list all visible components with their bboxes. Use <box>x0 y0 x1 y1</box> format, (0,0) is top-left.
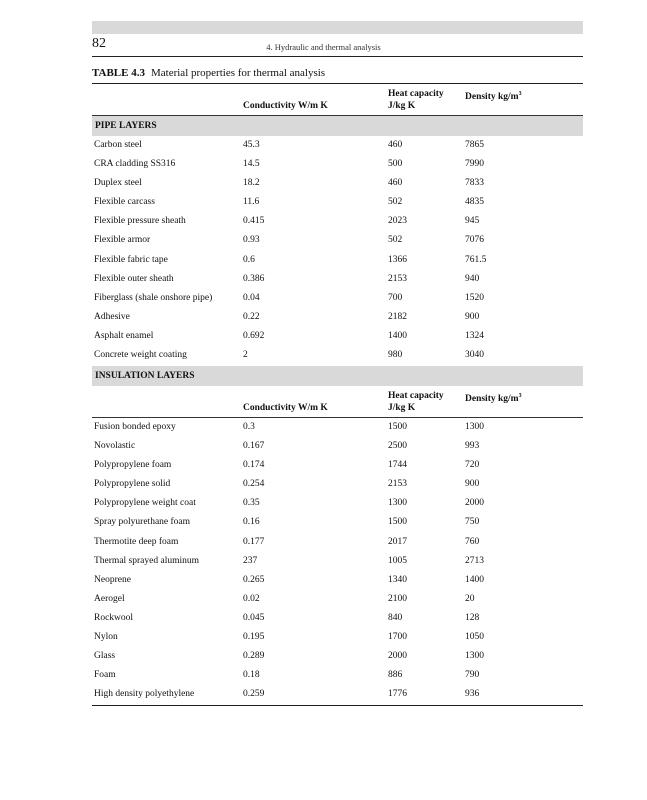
table-row <box>92 456 583 475</box>
conductivity-cell: 18.2 <box>243 178 260 189</box>
density-cell: 1050 <box>465 632 484 643</box>
table-title: Material properties for thermal analysis <box>150 67 326 79</box>
density-cell: 2713 <box>465 555 484 566</box>
conductivity-cell: 0.265 <box>243 574 265 585</box>
conductivity-cell: 0.259 <box>243 689 265 700</box>
table-row <box>92 513 583 532</box>
density-cell: 1324 <box>465 330 484 341</box>
table-row <box>92 437 583 456</box>
heat-capacity-cell: 700 <box>388 292 403 303</box>
material-name: Concrete weight coating <box>94 350 187 361</box>
heat-capacity-cell: 886 <box>388 670 403 681</box>
heat-capacity-cell: 840 <box>388 612 403 623</box>
material-name: Neoprene <box>94 574 131 585</box>
col-conductivity: Conductivity W/m K <box>243 101 328 111</box>
table-row <box>92 251 583 270</box>
density-cell: 7833 <box>465 178 484 189</box>
material-name: Polypropylene foam <box>94 460 172 471</box>
density-cell: 1300 <box>465 422 484 432</box>
table-row <box>92 418 583 437</box>
heat-capacity-cell: 2153 <box>388 273 407 284</box>
section-insulation-layers <box>92 366 583 386</box>
density-cell: 993 <box>465 441 480 452</box>
col-density-sup: 3 <box>518 91 522 97</box>
density-cell: 940 <box>465 273 480 284</box>
density-cell: 900 <box>465 479 480 490</box>
heat-capacity-cell: 2000 <box>388 651 407 662</box>
density-cell: 3040 <box>465 350 484 361</box>
conductivity-cell: 0.16 <box>243 517 260 528</box>
conductivity-cell: 0.289 <box>243 651 265 662</box>
heat-capacity-cell: 1776 <box>388 689 407 700</box>
table-row <box>92 289 583 308</box>
col-heat-capacity-line2: J/kg K <box>388 101 416 111</box>
material-name: Fusion bonded epoxy <box>94 422 176 432</box>
conductivity-cell: 11.6 <box>243 197 260 208</box>
heat-capacity-cell: 502 <box>388 235 403 246</box>
conductivity-cell: 0.04 <box>243 292 260 303</box>
section-title: PIPE LAYERS <box>95 121 157 131</box>
density-cell: 1400 <box>465 574 484 585</box>
conductivity-cell: 14.5 <box>243 159 260 170</box>
table-row <box>92 136 583 155</box>
heat-capacity-cell: 1700 <box>388 632 407 643</box>
material-name: Polypropylene solid <box>94 479 171 490</box>
conductivity-cell: 237 <box>243 555 258 566</box>
material-name: Thermal sprayed aluminum <box>94 555 199 566</box>
density-cell: 720 <box>465 460 480 471</box>
table-row <box>92 685 583 704</box>
density-cell: 4835 <box>465 197 484 208</box>
insulation-layers-rows <box>92 418 583 704</box>
heat-capacity-cell: 1500 <box>388 422 407 432</box>
density-cell: 1520 <box>465 292 484 303</box>
table-caption <box>92 67 325 79</box>
table-row <box>92 552 583 571</box>
material-name: Rockwool <box>94 612 134 623</box>
heat-capacity-cell: 2023 <box>388 216 407 227</box>
col-density <box>465 390 522 405</box>
material-name: Thermotite deep foam <box>94 536 179 547</box>
material-name: Flexible fabric tape <box>94 254 168 265</box>
col-heat-capacity-line2: J/kg K <box>388 403 416 413</box>
conductivity-cell: 0.6 <box>243 254 255 265</box>
top-decorative-bar <box>92 21 583 34</box>
conductivity-cell: 0.177 <box>243 536 265 547</box>
density-cell: 790 <box>465 670 480 681</box>
heat-capacity-cell: 980 <box>388 350 403 361</box>
material-name: Glass <box>94 651 116 662</box>
conductivity-cell: 0.415 <box>243 216 265 227</box>
col-heat-capacity-line1: Heat capacity <box>388 391 444 401</box>
material-name: Novolastic <box>94 441 136 452</box>
column-header-insulation <box>92 389 583 419</box>
material-name: Duplex steel <box>94 178 142 189</box>
col-density <box>465 88 522 103</box>
heat-capacity-cell: 2182 <box>388 311 407 322</box>
material-name: Aerogel <box>94 593 125 604</box>
header-rule <box>92 56 583 57</box>
heat-capacity-cell: 2500 <box>388 441 407 452</box>
conductivity-cell: 0.195 <box>243 632 265 643</box>
table-row <box>92 571 583 590</box>
caption-rule <box>92 83 583 84</box>
conductivity-cell: 0.174 <box>243 460 265 471</box>
material-name: Flexible outer sheath <box>94 273 174 284</box>
material-name: Polypropylene weight coat <box>94 498 196 509</box>
material-name: Fiberglass (shale onshore pipe) <box>94 292 213 303</box>
table-row <box>92 533 583 552</box>
heat-capacity-cell: 1005 <box>388 555 407 566</box>
density-cell: 7865 <box>465 140 484 150</box>
conductivity-cell: 0.167 <box>243 441 265 452</box>
heat-capacity-cell: 460 <box>388 140 403 150</box>
conductivity-cell: 0.3 <box>243 422 255 432</box>
material-name: Flexible armor <box>94 235 151 246</box>
table-row <box>92 270 583 289</box>
table-row <box>92 647 583 666</box>
table-row <box>92 475 583 494</box>
conductivity-cell: 0.692 <box>243 330 265 341</box>
col-conductivity: Conductivity W/m K <box>243 403 328 413</box>
material-name: Asphalt enamel <box>94 330 154 341</box>
conductivity-cell: 45.3 <box>243 140 260 150</box>
density-cell: 760 <box>465 536 480 547</box>
material-name: High density polyethylene <box>94 689 195 700</box>
conductivity-cell: 0.386 <box>243 273 265 284</box>
col-density-sup: 3 <box>518 393 522 399</box>
section-title: INSULATION LAYERS <box>95 371 195 381</box>
conductivity-cell: 0.18 <box>243 670 260 681</box>
heat-capacity-cell: 2017 <box>388 536 407 547</box>
heat-capacity-cell: 500 <box>388 159 403 170</box>
conductivity-cell: 0.22 <box>243 311 260 322</box>
table-row <box>92 193 583 212</box>
heat-capacity-cell: 1500 <box>388 517 407 528</box>
pipe-layers-rows <box>92 136 583 365</box>
heat-capacity-cell: 1300 <box>388 498 407 509</box>
col-density-label: Density kg/m <box>465 92 519 103</box>
table-row <box>92 327 583 346</box>
density-cell: 900 <box>465 311 480 322</box>
heat-capacity-cell: 2153 <box>388 479 407 490</box>
heat-capacity-cell: 1744 <box>388 460 407 471</box>
conductivity-cell: 0.254 <box>243 479 265 490</box>
table-row <box>92 212 583 231</box>
density-cell: 20 <box>465 593 475 604</box>
material-name: Adhesive <box>94 311 130 322</box>
table-row <box>92 609 583 628</box>
conductivity-cell: 0.02 <box>243 593 260 604</box>
column-header-pipe <box>92 87 583 117</box>
density-cell: 2000 <box>465 498 484 509</box>
table-row <box>92 628 583 647</box>
density-cell: 7990 <box>465 159 484 170</box>
density-cell: 750 <box>465 517 480 528</box>
heat-capacity-cell: 1340 <box>388 574 407 585</box>
heat-capacity-cell: 1400 <box>388 330 407 341</box>
density-cell: 1300 <box>465 651 484 662</box>
heat-capacity-cell: 502 <box>388 197 403 208</box>
table-row <box>92 308 583 327</box>
material-name: Carbon steel <box>94 140 142 150</box>
density-cell: 936 <box>465 689 480 700</box>
material-name: Spray polyurethane foam <box>94 517 191 528</box>
table-row <box>92 590 583 609</box>
table-row <box>92 231 583 250</box>
running-head: 4. Hydraulic and thermal analysis <box>266 42 381 52</box>
conductivity-cell: 2 <box>243 350 248 361</box>
col-heat-capacity <box>388 390 444 414</box>
material-name: Nylon <box>94 632 118 643</box>
table-row <box>92 346 583 365</box>
material-name: Flexible pressure sheath <box>94 216 186 227</box>
col-heat-capacity <box>388 88 444 112</box>
heat-capacity-cell: 460 <box>388 178 403 189</box>
table-row <box>92 174 583 193</box>
density-cell: 128 <box>465 612 480 623</box>
material-name: CRA cladding SS316 <box>94 159 176 170</box>
density-cell: 945 <box>465 216 480 227</box>
material-name: Foam <box>94 670 116 681</box>
conductivity-cell: 0.35 <box>243 498 260 509</box>
material-name: Flexible carcass <box>94 197 155 208</box>
table-row <box>92 666 583 685</box>
conductivity-cell: 0.93 <box>243 235 260 246</box>
density-cell: 7076 <box>465 235 484 246</box>
table-row <box>92 155 583 174</box>
table-bottom-rule <box>92 705 583 706</box>
col-density-label: Density kg/m <box>465 394 519 405</box>
table-row <box>92 494 583 513</box>
heat-capacity-cell: 2100 <box>388 593 407 604</box>
page-number: 82 <box>92 36 106 51</box>
heat-capacity-cell: 1366 <box>388 254 407 265</box>
density-cell: 761.5 <box>465 254 487 265</box>
conductivity-cell: 0.045 <box>243 612 265 623</box>
table-label: TABLE 4.3 <box>92 67 145 79</box>
col-heat-capacity-line1: Heat capacity <box>388 89 444 99</box>
section-pipe-layers <box>92 116 583 136</box>
